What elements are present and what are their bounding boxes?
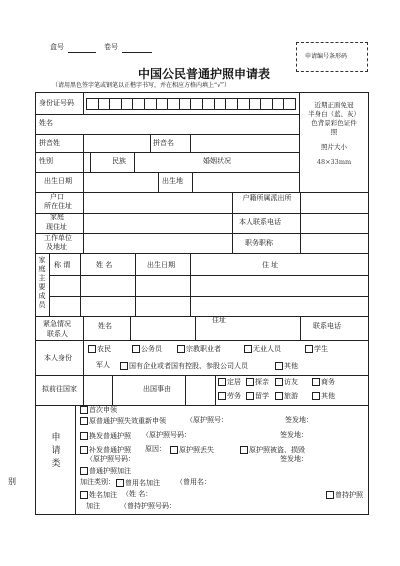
reason-visit-friend[interactable]: 访友 [275,378,298,386]
emergency-label: 紧急情况 [43,320,71,328]
app-endorse-type: 加注类别： [80,478,115,486]
family-col-name: 姓 名 [96,261,113,269]
app-renew-lost[interactable]: 原普通护照失效重新申领 [80,417,166,425]
hukou-label-1: 户口 [50,193,64,201]
app-reissue[interactable]: 补发普通护照 [80,446,131,454]
reason-study[interactable]: 留学 [246,392,269,400]
volume-number-field[interactable] [122,52,152,53]
destination-label: 拟前往国家 [42,385,77,393]
app-reissue-lost[interactable]: 原护照丢失 [170,446,214,454]
app-first-time[interactable]: 首次申领 [80,406,117,414]
photo-area [300,93,368,191]
app-renew-lost-passport-no: （原护照号： [186,416,228,424]
app-endorse-held-field: （曾持护照号码： [120,502,176,510]
box-number-label: 盒号 [50,43,64,51]
gender-label: 性别 [39,157,53,165]
hukou-label-2: 所在住址 [44,202,72,210]
app-reissue-reason: 原因： [145,445,166,453]
app-endorse-former-name[interactable]: 曾用名加注 [116,479,160,487]
barcode-label: 申请编号条形码 [305,53,348,60]
identity-option-civil-servant[interactable]: 公务员 [132,345,162,353]
app-renew-lost-issue-place: 签发地： [285,416,313,424]
photo-line-6: 48×33mm [316,158,352,166]
family-col-birth: 出生日期 [147,261,175,269]
pinyin-given-label: 拼音名 [153,139,174,147]
app-endorse-name[interactable]: 姓名加注 [80,491,117,499]
reason-visit-family[interactable]: 探亲 [246,378,269,386]
reason-tourism[interactable]: 旅游 [275,392,298,400]
barcode-box [296,42,368,72]
ethnicity-label: 民族 [112,157,126,165]
reason-other[interactable]: 其他 [312,392,335,400]
app-endorse-former-name-field: （曾用名： [176,478,211,486]
photo-line-2: 半身白（蓝、灰） [308,110,360,118]
emergency-address-label: 住址 [212,316,226,324]
name-field[interactable] [84,115,298,133]
reason-business[interactable]: 商务 [312,378,335,386]
photo-line-1: 近期正面免冠 [314,101,354,109]
family-side-label: 家 庭 主 要 成 员 [38,256,46,309]
reason-settle[interactable]: 定居 [218,378,241,386]
app-reissue-issue-place: 签发地： [280,455,308,463]
app-exchange[interactable]: 换发普通护照 [80,432,131,440]
reason-label: 出国事由 [143,385,171,393]
box-number-field[interactable] [68,52,96,53]
app-exchange-issue-place: 签发地： [280,431,308,439]
app-endorse-held[interactable]: 曾持护照 [326,491,363,499]
identity-option-unemployed[interactable]: 无业人员 [244,345,281,353]
identity-option-religious[interactable]: 宗教职业者 [177,345,221,353]
app-reissue-passport-no: （原护照号码： [86,455,135,463]
app-endorse[interactable]: 普通护照加注 [80,467,131,475]
volume-number-label: 卷号 [104,43,118,51]
police-station-label: 户籍所属派出所 [242,194,292,202]
app-reissue-stolen[interactable]: 原护照被盗、损毁 [240,446,305,454]
photo-line-4: 照 [330,128,338,136]
pinyin-surname-label: 拼音姓 [39,139,60,147]
instructions: （请用黑色签字笔或钢笔以正楷字书写，并在相应方格内填上“√”） [52,82,230,89]
app-endorse-name-field: （姓 名： [122,490,153,498]
app-endorse-held-label: 加注 [86,502,100,510]
work-label-2: 及地址 [46,243,67,251]
identity-label: 本人身份 [44,354,72,362]
id-number-label: 身份证号码 [39,99,74,107]
personal-phone-label: 本人联系电话 [239,218,281,226]
family-col-address: 住 址 [262,261,279,269]
photo-line-3: 色背景彩色证件 [311,119,357,127]
application-type-side-label: 申 请 类 [51,433,61,469]
identity-option-student[interactable]: 学生 [305,345,328,353]
identity-option-other[interactable]: 其他 [275,362,298,370]
emergency-label-2: 联系人 [47,330,68,338]
home-label-2: 现住址 [46,223,67,231]
home-label-1: 家庭 [50,213,64,221]
app-exchange-passport-no: （原护照号码： [142,431,191,439]
side-char: 别 [8,477,16,486]
family-col-relation: 称 谓 [54,261,71,269]
emergency-phone-label: 联系电话 [313,322,341,330]
reason-labor[interactable]: 劳务 [218,392,241,400]
page-title: 中国公民普通护照申请表 [138,67,271,81]
marital-status-label: 婚姻状况 [203,157,231,165]
position-label: 职务职称 [245,239,273,247]
id-number-boxes[interactable] [86,98,296,110]
birth-date-label: 出生日期 [44,177,72,185]
identity-option-military[interactable]: 军人 [96,361,110,369]
birth-place-label: 出生地 [162,177,183,185]
identity-option-soe[interactable]: 国有企业或者国有控股、参股公司人员 [120,362,248,370]
identity-option-farmer[interactable]: 农民 [88,345,111,353]
name-label: 姓名 [39,119,53,127]
emergency-name-label: 姓名 [98,322,112,330]
photo-line-5: 照片大小 [321,143,347,151]
work-label-1: 工作单位 [44,234,72,242]
